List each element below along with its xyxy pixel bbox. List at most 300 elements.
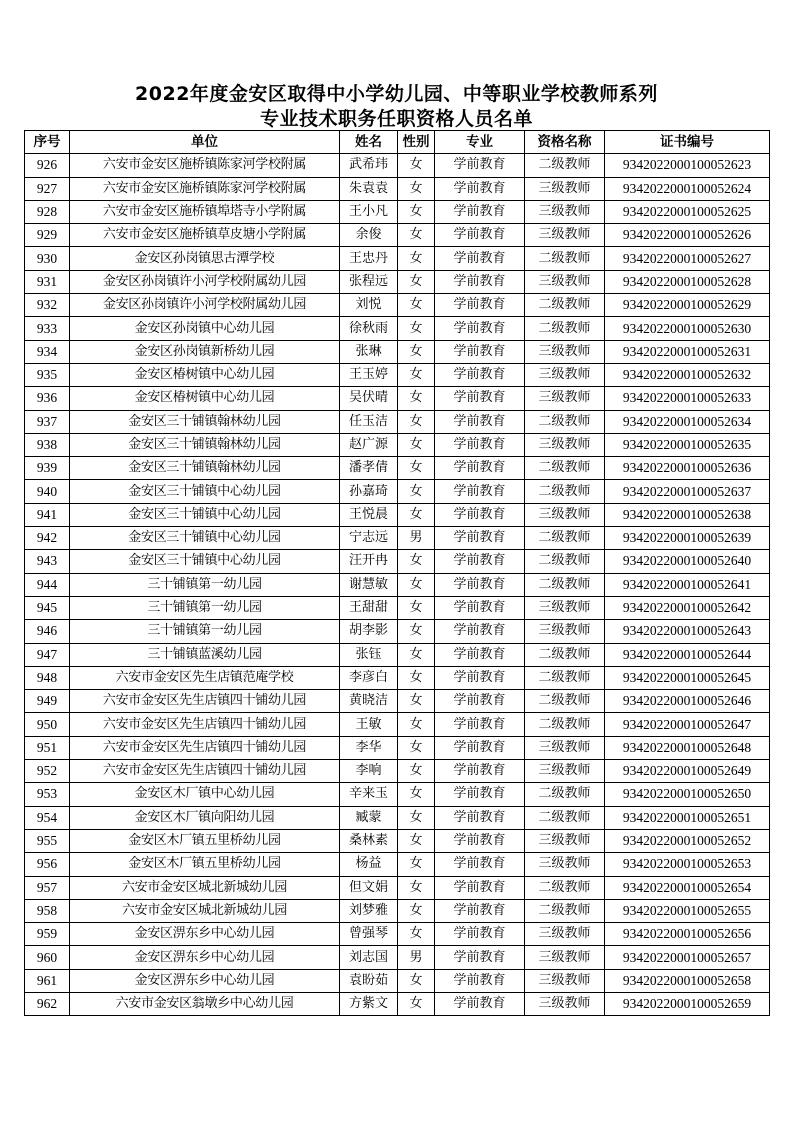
row-qualification: 三级教师 — [525, 363, 605, 386]
row-name: 王悦晨 — [340, 503, 398, 526]
row-name: 李彦白 — [340, 666, 398, 689]
document-title: 2022年度金安区取得中小学幼儿园、中等职业学校教师系列 — [135, 83, 658, 105]
header-qualification: 资格名称 — [525, 131, 605, 154]
row-unit: 六安市金安区施桥镇埠塔寺小学附属 — [70, 200, 340, 223]
row-qualification: 三级教师 — [525, 829, 605, 852]
row-unit: 六安市金安区城北新城幼儿园 — [70, 876, 340, 899]
row-index: 936 — [25, 387, 70, 410]
row-certificate: 9342022000100052623 — [605, 154, 770, 177]
row-gender: 女 — [398, 224, 435, 247]
row-name: 黄晓洁 — [340, 690, 398, 713]
table-row — [25, 457, 770, 480]
row-unit: 金安区淠东乡中心幼儿园 — [70, 923, 340, 946]
row-qualification: 三级教师 — [525, 620, 605, 643]
row-qualification: 二级教师 — [525, 247, 605, 270]
row-name: 杨益 — [340, 853, 398, 876]
row-certificate: 9342022000100052637 — [605, 480, 770, 503]
row-gender: 女 — [398, 247, 435, 270]
row-name: 王小凡 — [340, 200, 398, 223]
row-index: 937 — [25, 410, 70, 433]
row-unit: 金安区三十铺镇翰林幼儿园 — [70, 457, 340, 480]
row-major: 学前教育 — [435, 736, 525, 759]
table-row — [25, 783, 770, 806]
row-gender: 女 — [398, 596, 435, 619]
row-unit: 金安区三十铺镇中心幼儿园 — [70, 503, 340, 526]
row-major: 学前教育 — [435, 853, 525, 876]
row-index: 943 — [25, 550, 70, 573]
table-row — [25, 154, 770, 177]
row-gender: 女 — [398, 806, 435, 829]
row-gender: 女 — [398, 410, 435, 433]
row-unit: 金安区淠东乡中心幼儿园 — [70, 946, 340, 969]
row-index: 948 — [25, 666, 70, 689]
row-name: 王忠丹 — [340, 247, 398, 270]
row-index: 959 — [25, 923, 70, 946]
row-unit: 六安市金安区先生店镇四十铺幼儿园 — [70, 760, 340, 783]
row-certificate: 9342022000100052634 — [605, 410, 770, 433]
row-certificate: 9342022000100052644 — [605, 643, 770, 666]
row-index: 933 — [25, 317, 70, 340]
row-major: 学前教育 — [435, 620, 525, 643]
row-index: 960 — [25, 946, 70, 969]
row-qualification: 三级教师 — [525, 270, 605, 293]
row-major: 学前教育 — [435, 200, 525, 223]
row-index: 930 — [25, 247, 70, 270]
row-qualification: 二级教师 — [525, 713, 605, 736]
row-index: 949 — [25, 690, 70, 713]
row-unit: 金安区三十铺镇中心幼儿园 — [70, 527, 340, 550]
row-index: 951 — [25, 736, 70, 759]
row-certificate: 9342022000100052645 — [605, 666, 770, 689]
row-certificate: 9342022000100052652 — [605, 829, 770, 852]
row-index: 950 — [25, 713, 70, 736]
row-unit: 金安区孙岗镇思古潭学校 — [70, 247, 340, 270]
row-name: 王玉婷 — [340, 363, 398, 386]
row-name: 潘孝倩 — [340, 457, 398, 480]
row-gender: 女 — [398, 177, 435, 200]
row-major: 学前教育 — [435, 457, 525, 480]
row-name: 王甜甜 — [340, 596, 398, 619]
row-gender: 女 — [398, 573, 435, 596]
row-gender: 女 — [398, 853, 435, 876]
row-name: 赵广源 — [340, 433, 398, 456]
row-name: 桑林素 — [340, 829, 398, 852]
row-index: 945 — [25, 596, 70, 619]
table-row — [25, 340, 770, 363]
row-unit: 金安区孙岗镇许小河学校附属幼儿园 — [70, 270, 340, 293]
row-major: 学前教育 — [435, 224, 525, 247]
row-index: 932 — [25, 294, 70, 317]
row-major: 学前教育 — [435, 177, 525, 200]
row-unit: 金安区孙岗镇许小河学校附属幼儿园 — [70, 294, 340, 317]
table-row — [25, 247, 770, 270]
row-index: 929 — [25, 224, 70, 247]
row-major: 学前教育 — [435, 270, 525, 293]
row-qualification: 二级教师 — [525, 154, 605, 177]
table-row — [25, 666, 770, 689]
table-row — [25, 480, 770, 503]
table-row — [25, 573, 770, 596]
row-major: 学前教育 — [435, 969, 525, 992]
row-certificate: 9342022000100052647 — [605, 713, 770, 736]
row-gender: 女 — [398, 923, 435, 946]
row-certificate: 9342022000100052648 — [605, 736, 770, 759]
row-major: 学前教育 — [435, 480, 525, 503]
table-row — [25, 200, 770, 223]
row-qualification: 三级教师 — [525, 969, 605, 992]
row-name: 李华 — [340, 736, 398, 759]
row-qualification: 三级教师 — [525, 177, 605, 200]
row-unit: 三十铺镇第一幼儿园 — [70, 620, 340, 643]
row-gender: 女 — [398, 340, 435, 363]
row-certificate: 9342022000100052653 — [605, 853, 770, 876]
table-row — [25, 503, 770, 526]
row-certificate: 9342022000100052642 — [605, 596, 770, 619]
row-qualification: 三级教师 — [525, 340, 605, 363]
row-certificate: 9342022000100052632 — [605, 363, 770, 386]
document-subtitle: 专业技术职务任职资格人员名单 — [259, 108, 533, 130]
row-qualification: 二级教师 — [525, 806, 605, 829]
row-index: 934 — [25, 340, 70, 363]
row-gender: 女 — [398, 480, 435, 503]
row-qualification: 二级教师 — [525, 294, 605, 317]
row-name: 宁志远 — [340, 527, 398, 550]
row-certificate: 9342022000100052654 — [605, 876, 770, 899]
table-row — [25, 550, 770, 573]
table-row — [25, 853, 770, 876]
table-row — [25, 643, 770, 666]
table-row — [25, 899, 770, 922]
row-major: 学前教育 — [435, 294, 525, 317]
row-certificate: 9342022000100052646 — [605, 690, 770, 713]
row-unit: 金安区木厂镇向阳幼儿园 — [70, 806, 340, 829]
row-certificate: 9342022000100052624 — [605, 177, 770, 200]
row-qualification: 二级教师 — [525, 480, 605, 503]
row-certificate: 9342022000100052658 — [605, 969, 770, 992]
table-row — [25, 923, 770, 946]
row-gender: 女 — [398, 317, 435, 340]
row-name: 武希玮 — [340, 154, 398, 177]
row-name: 但文娟 — [340, 876, 398, 899]
row-qualification: 三级教师 — [525, 433, 605, 456]
row-gender: 女 — [398, 969, 435, 992]
row-gender: 女 — [398, 620, 435, 643]
row-unit: 三十铺镇蓝溪幼儿园 — [70, 643, 340, 666]
row-major: 学前教育 — [435, 550, 525, 573]
table-row — [25, 177, 770, 200]
row-name: 汪开冉 — [340, 550, 398, 573]
row-major: 学前教育 — [435, 527, 525, 550]
row-certificate: 9342022000100052638 — [605, 503, 770, 526]
row-index: 935 — [25, 363, 70, 386]
row-gender: 女 — [398, 760, 435, 783]
row-qualification: 三级教师 — [525, 224, 605, 247]
row-gender: 女 — [398, 503, 435, 526]
row-gender: 女 — [398, 433, 435, 456]
table-row — [25, 270, 770, 293]
row-gender: 女 — [398, 154, 435, 177]
row-unit: 金安区孙岗镇新桥幼儿园 — [70, 340, 340, 363]
row-certificate: 9342022000100052630 — [605, 317, 770, 340]
row-major: 学前教育 — [435, 643, 525, 666]
row-gender: 女 — [398, 899, 435, 922]
row-major: 学前教育 — [435, 503, 525, 526]
row-qualification: 二级教师 — [525, 899, 605, 922]
row-unit: 金安区木厂镇五里桥幼儿园 — [70, 853, 340, 876]
row-unit: 金安区孙岗镇中心幼儿园 — [70, 317, 340, 340]
row-qualification: 二级教师 — [525, 643, 605, 666]
row-name: 王敏 — [340, 713, 398, 736]
row-name: 胡李影 — [340, 620, 398, 643]
header-unit: 单位 — [70, 131, 340, 154]
table-row — [25, 760, 770, 783]
row-major: 学前教育 — [435, 596, 525, 619]
row-unit: 金安区三十铺镇翰林幼儿园 — [70, 410, 340, 433]
row-unit: 三十铺镇第一幼儿园 — [70, 573, 340, 596]
row-index: 926 — [25, 154, 70, 177]
row-index: 953 — [25, 783, 70, 806]
row-certificate: 9342022000100052659 — [605, 992, 770, 1015]
row-unit: 金安区三十铺镇中心幼儿园 — [70, 550, 340, 573]
table-row — [25, 433, 770, 456]
header-row — [25, 131, 770, 154]
row-major: 学前教育 — [435, 783, 525, 806]
table-row — [25, 829, 770, 852]
row-qualification: 二级教师 — [525, 573, 605, 596]
header-gender: 性别 — [398, 131, 435, 154]
row-name: 张琳 — [340, 340, 398, 363]
table-row — [25, 317, 770, 340]
row-qualification: 三级教师 — [525, 596, 605, 619]
table-row — [25, 736, 770, 759]
row-unit: 金安区三十铺镇翰林幼儿园 — [70, 433, 340, 456]
roster-table — [24, 130, 770, 1016]
row-qualification: 三级教师 — [525, 923, 605, 946]
row-major: 学前教育 — [435, 899, 525, 922]
row-qualification: 二级教师 — [525, 317, 605, 340]
row-unit: 六安市金安区施桥镇陈家河学校附属 — [70, 177, 340, 200]
row-gender: 女 — [398, 457, 435, 480]
row-index: 928 — [25, 200, 70, 223]
table-row — [25, 224, 770, 247]
row-name: 余俊 — [340, 224, 398, 247]
row-unit: 六安市金安区翁墩乡中心幼儿园 — [70, 992, 340, 1015]
row-unit: 金安区椿树镇中心幼儿园 — [70, 387, 340, 410]
row-gender: 女 — [398, 643, 435, 666]
row-index: 944 — [25, 573, 70, 596]
row-index: 938 — [25, 433, 70, 456]
row-index: 941 — [25, 503, 70, 526]
row-name: 袁盼茹 — [340, 969, 398, 992]
row-major: 学前教育 — [435, 946, 525, 969]
table-row — [25, 596, 770, 619]
row-name: 刘志国 — [340, 946, 398, 969]
row-major: 学前教育 — [435, 363, 525, 386]
row-unit: 三十铺镇第一幼儿园 — [70, 596, 340, 619]
row-name: 孙嘉琦 — [340, 480, 398, 503]
row-name: 张钰 — [340, 643, 398, 666]
row-qualification: 三级教师 — [525, 853, 605, 876]
table-row — [25, 713, 770, 736]
header-certificate: 证书编号 — [605, 131, 770, 154]
row-unit: 六安市金安区施桥镇草皮塘小学附属 — [70, 224, 340, 247]
row-qualification: 二级教师 — [525, 527, 605, 550]
row-unit: 六安市金安区先生店镇四十铺幼儿园 — [70, 736, 340, 759]
row-certificate: 9342022000100052631 — [605, 340, 770, 363]
header-index: 序号 — [25, 131, 70, 154]
row-certificate: 9342022000100052643 — [605, 620, 770, 643]
row-major: 学前教育 — [435, 829, 525, 852]
row-gender: 女 — [398, 783, 435, 806]
row-certificate: 9342022000100052649 — [605, 760, 770, 783]
row-major: 学前教育 — [435, 760, 525, 783]
row-major: 学前教育 — [435, 666, 525, 689]
row-gender: 女 — [398, 200, 435, 223]
table-row — [25, 690, 770, 713]
row-gender: 男 — [398, 946, 435, 969]
row-major: 学前教育 — [435, 806, 525, 829]
row-index: 940 — [25, 480, 70, 503]
row-name: 谢慧敏 — [340, 573, 398, 596]
row-index: 955 — [25, 829, 70, 852]
row-gender: 女 — [398, 690, 435, 713]
row-unit: 六安市金安区施桥镇陈家河学校附属 — [70, 154, 340, 177]
row-index: 961 — [25, 969, 70, 992]
row-major: 学前教育 — [435, 387, 525, 410]
row-gender: 女 — [398, 387, 435, 410]
row-qualification: 二级教师 — [525, 550, 605, 573]
row-qualification: 二级教师 — [525, 783, 605, 806]
row-certificate: 9342022000100052650 — [605, 783, 770, 806]
row-name: 刘梦雅 — [340, 899, 398, 922]
row-index: 956 — [25, 853, 70, 876]
row-gender: 女 — [398, 736, 435, 759]
row-gender: 女 — [398, 363, 435, 386]
row-unit: 六安市金安区先生店镇范庵学校 — [70, 666, 340, 689]
row-index: 939 — [25, 457, 70, 480]
table-row — [25, 969, 770, 992]
row-name: 李响 — [340, 760, 398, 783]
row-name: 刘悦 — [340, 294, 398, 317]
row-index: 962 — [25, 992, 70, 1015]
row-major: 学前教育 — [435, 876, 525, 899]
row-major: 学前教育 — [435, 573, 525, 596]
row-certificate: 9342022000100052655 — [605, 899, 770, 922]
row-unit: 六安市金安区先生店镇四十铺幼儿园 — [70, 690, 340, 713]
row-unit: 六安市金安区先生店镇四十铺幼儿园 — [70, 713, 340, 736]
row-major: 学前教育 — [435, 690, 525, 713]
row-major: 学前教育 — [435, 247, 525, 270]
row-certificate: 9342022000100052627 — [605, 247, 770, 270]
row-name: 曾强琴 — [340, 923, 398, 946]
row-certificate: 9342022000100052657 — [605, 946, 770, 969]
table-row — [25, 527, 770, 550]
row-major: 学前教育 — [435, 433, 525, 456]
row-qualification: 三级教师 — [525, 760, 605, 783]
header-name: 姓名 — [340, 131, 398, 154]
row-gender: 女 — [398, 270, 435, 293]
row-index: 947 — [25, 643, 70, 666]
row-index: 954 — [25, 806, 70, 829]
row-index: 927 — [25, 177, 70, 200]
row-qualification: 三级教师 — [525, 503, 605, 526]
row-gender: 男 — [398, 527, 435, 550]
row-qualification: 二级教师 — [525, 410, 605, 433]
row-qualification: 三级教师 — [525, 992, 605, 1015]
row-certificate: 9342022000100052625 — [605, 200, 770, 223]
table-row — [25, 876, 770, 899]
row-certificate: 9342022000100052633 — [605, 387, 770, 410]
row-gender: 女 — [398, 992, 435, 1015]
table-row — [25, 363, 770, 386]
row-major: 学前教育 — [435, 340, 525, 363]
row-unit: 金安区淠东乡中心幼儿园 — [70, 969, 340, 992]
row-gender: 女 — [398, 713, 435, 736]
row-gender: 女 — [398, 294, 435, 317]
row-certificate: 9342022000100052639 — [605, 527, 770, 550]
row-name: 辛来玉 — [340, 783, 398, 806]
row-qualification: 二级教师 — [525, 876, 605, 899]
row-index: 957 — [25, 876, 70, 899]
row-gender: 女 — [398, 550, 435, 573]
row-major: 学前教育 — [435, 713, 525, 736]
table-row — [25, 806, 770, 829]
row-qualification: 二级教师 — [525, 666, 605, 689]
table-row — [25, 387, 770, 410]
row-gender: 女 — [398, 876, 435, 899]
row-certificate: 9342022000100052635 — [605, 433, 770, 456]
row-certificate: 9342022000100052628 — [605, 270, 770, 293]
row-gender: 女 — [398, 666, 435, 689]
row-qualification: 三级教师 — [525, 200, 605, 223]
row-name: 臧蒙 — [340, 806, 398, 829]
row-name: 徐秋雨 — [340, 317, 398, 340]
row-index: 931 — [25, 270, 70, 293]
header-major: 专业 — [435, 131, 525, 154]
row-index: 942 — [25, 527, 70, 550]
row-name: 方紫文 — [340, 992, 398, 1015]
row-index: 958 — [25, 899, 70, 922]
row-unit: 金安区木厂镇五里桥幼儿园 — [70, 829, 340, 852]
row-certificate: 9342022000100052651 — [605, 806, 770, 829]
row-name: 张程远 — [340, 270, 398, 293]
row-name: 吴伏晴 — [340, 387, 398, 410]
table-row — [25, 410, 770, 433]
table-row — [25, 620, 770, 643]
row-major: 学前教育 — [435, 992, 525, 1015]
row-unit: 金安区椿树镇中心幼儿园 — [70, 363, 340, 386]
row-qualification: 二级教师 — [525, 690, 605, 713]
row-certificate: 9342022000100052641 — [605, 573, 770, 596]
row-gender: 女 — [398, 829, 435, 852]
row-qualification: 二级教师 — [525, 457, 605, 480]
row-certificate: 9342022000100052626 — [605, 224, 770, 247]
row-certificate: 9342022000100052656 — [605, 923, 770, 946]
table-row — [25, 992, 770, 1015]
row-unit: 金安区三十铺镇中心幼儿园 — [70, 480, 340, 503]
row-qualification: 三级教师 — [525, 946, 605, 969]
table-row — [25, 946, 770, 969]
row-major: 学前教育 — [435, 317, 525, 340]
row-unit: 金安区木厂镇中心幼儿园 — [70, 783, 340, 806]
row-certificate: 9342022000100052636 — [605, 457, 770, 480]
row-major: 学前教育 — [435, 154, 525, 177]
row-index: 946 — [25, 620, 70, 643]
row-certificate: 9342022000100052629 — [605, 294, 770, 317]
row-unit: 六安市金安区城北新城幼儿园 — [70, 899, 340, 922]
row-name: 朱袁袁 — [340, 177, 398, 200]
row-qualification: 三级教师 — [525, 736, 605, 759]
